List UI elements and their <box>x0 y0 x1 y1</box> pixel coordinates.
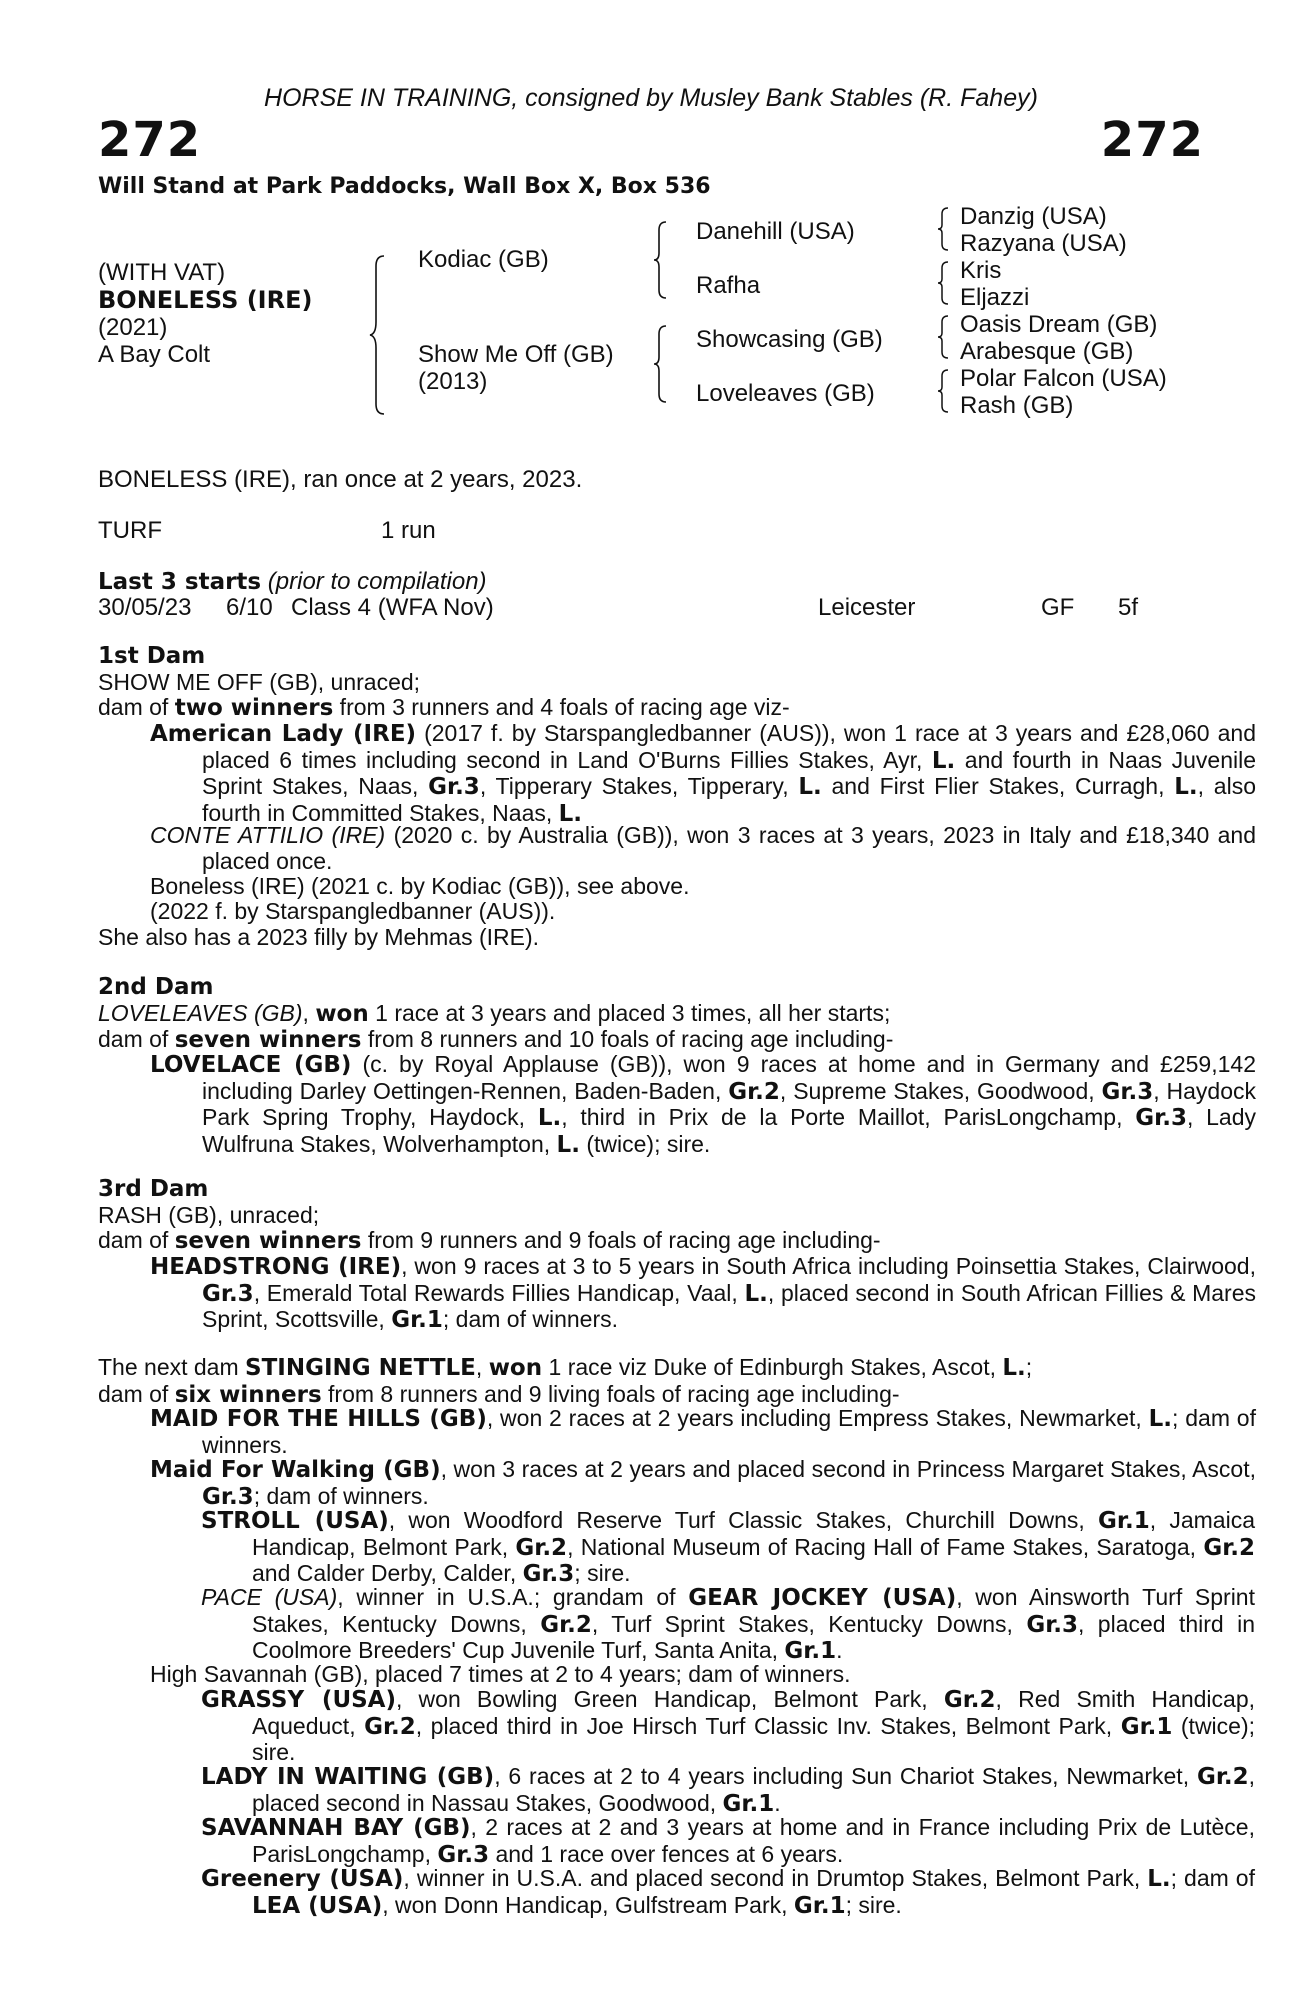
consignor-line: HORSE IN TRAINING, consigned by Musley Bank Stables (R. Fahey) <box>264 84 1038 112</box>
start-distance: 5f <box>1118 594 1139 621</box>
dam1-entry-boneless: Boneless (IRE) (2021 c. by Kodiac (GB)), see above. <box>150 873 690 899</box>
dam4-entry-stroll: STROLL (USA), won Woodford Reserve Turf Classic Stakes, Churchill Downs, Gr.1, Jamaica Handicap, Belmont Park, Gr.2, National Museum of Racing Hall of Fame Stakes, Saratoga, Gr.2 and Calder Derby, Calder, Gr.3; sire. <box>201 1507 1256 1588</box>
dam1-entry-2022: (2022 f. by Starspangledbanner (AUS)). <box>150 898 556 924</box>
dam2-heading: 2nd Dam <box>98 974 214 1000</box>
dam4-entry-greenery: Greenery (USA), winner in U.S.A. and placed second in Drumtop Stakes, Belmont Park, L.; dam of LEA (USA), won Donn Handicap, Gulfstream Park, Gr.1; sire. <box>201 1865 1255 1919</box>
dam4-entry-lady-in-waiting: LADY IN WAITING (GB), 6 races at 2 to 4 years including Sun Chariot Stakes, Newmarket, Gr.2, placed second in Nassau Stakes, Goodwood, Gr.1. <box>201 1763 1256 1817</box>
dam2-line2: dam of seven winners from 8 runners and 10 foals of racing age including- <box>98 1026 894 1054</box>
brace-g1 <box>936 206 952 252</box>
dam4-entry-grassy: GRASSY (USA), won Bowling Green Handicap, Belmont Park, Gr.2, Red Smith Handicap, Aqueduct, Gr.2, placed third in Joe Hirsch Turf Classic Inv. Stakes, Belmont Park, Gr.1 (twice); sire. <box>201 1686 1255 1766</box>
dam-dam: Loveleaves (GB) <box>696 380 875 407</box>
surface-label: TURF <box>98 517 162 544</box>
horse-description: A Bay Colt <box>98 341 211 368</box>
catalogue-page <box>98 0 1257 2000</box>
horse-name: BONELESS (IRE) <box>98 286 313 314</box>
dam3-heading: 3rd Dam <box>98 1176 209 1202</box>
horse-year: (2021) <box>98 314 168 341</box>
dam2-section <box>98 975 1204 1054</box>
dam3-section <box>98 1177 1204 1255</box>
start-course: Leicester <box>818 594 916 621</box>
brace-sire <box>652 220 670 300</box>
sire-dam: Rafha <box>696 272 761 299</box>
grandsire-1: Danzig (USA) <box>960 203 1107 230</box>
dam4-line1: The next dam STINGING NETTLE, won 1 race viz Duke of Edinburgh Stakes, Ascot, L.; <box>98 1354 1033 1381</box>
dam1-section <box>98 644 1204 722</box>
dam3-entry-headstrong: HEADSTRONG (IRE), won 9 races at 3 to 5 years in South Africa including Poinsettia Stakes, Clairwood, Gr.3, Emerald Total Rewards Fillies Handicap, Vaal, L., placed second in South African Fillies & Mares Sprint, Scottsville, Gr.1; dam of winners. <box>150 1253 1257 1334</box>
last-starts-title: Last 3 starts <box>98 569 262 595</box>
dam: Show Me Off (GB) <box>418 341 614 368</box>
lot-number-right: 272 <box>1100 112 1204 168</box>
brace-g2 <box>936 260 952 306</box>
dam1-heading: 1st Dam <box>98 643 206 669</box>
dam4-entry-savannah-bay: SAVANNAH BAY (GB), 2 races at 2 and 3 years at home and in France including Prix de Lutèce, ParisLongchamp, Gr.3 and 1 race over fences at 6 years. <box>201 1814 1255 1868</box>
dam1-entry-american-lady: American Lady (IRE) (2017 f. by Starspangledbanner (AUS)), won 1 race at 3 years and £28,060 and placed 6 times including second in Land O'Burns Fillies Stakes, Ayr, L. and fourth in Naas Juvenile Sprint Stakes, Naas, Gr.3, Tipperary Stakes, Tipperary, L. and First Flier Stakes, Curragh, L., also fourth in Committed Stakes, Naas, L. <box>150 720 1256 827</box>
start-position: 6/10 <box>226 594 273 621</box>
grandsire-7: Polar Falcon (USA) <box>960 365 1167 392</box>
dam1-note: She also has a 2023 filly by Mehmas (IRE). <box>98 924 540 950</box>
dam-year: (2013) <box>418 368 488 395</box>
dam3-line1: RASH (GB), unraced; <box>98 1201 320 1228</box>
dam4-entry-maid-for-the-hills: MAID FOR THE HILLS (GB), won 2 races at 2 years including Empress Stakes, Newmarket, L.; dam of winners. <box>150 1405 1256 1458</box>
dam4-entry-pace: PACE (USA), winner in U.S.A.; grandam of GEAR JOCKEY (USA), won Ainsworth Turf Sprint Stakes, Kentucky Downs, Gr.2, Turf Sprint Stakes, Kentucky Downs, Gr.3, placed third in Coolmore Breeders' Cup Juvenile Turf, Santa Anita, Gr.1. <box>201 1584 1255 1665</box>
lot-number-left: 272 <box>98 112 202 168</box>
dam2-line1: LOVELEAVES (GB), won 1 race at 3 years and placed 3 times, all her starts; <box>98 999 891 1027</box>
sire: Kodiac (GB) <box>418 246 549 273</box>
surface-runs: 1 run <box>381 517 436 544</box>
dam2-entry-lovelace: LOVELACE (GB) (c. by Royal Applause (GB)), won 9 races at home and in Germany and £259,142 including Darley Oettingen-Rennen, Baden-Baden, Gr.2, Supreme Stakes, Goodwood, Gr.3, Haydock Park Spring Trophy, Haydock, L., third in Prix de la Porte Maillot, ParisLongchamp, Gr.3, Lady Wulfruna Stakes, Wolverhampton, L. (twice); sire. <box>150 1051 1257 1158</box>
grandsire-4: Eljazzi <box>960 284 1030 311</box>
brace-dam <box>652 324 670 404</box>
start-race: Class 4 (WFA Nov) <box>291 594 494 621</box>
start-date: 30/05/23 <box>98 594 192 621</box>
brace-gen1 <box>368 254 390 416</box>
stand-location: Will Stand at Park Paddocks, Wall Box X, Box 536 <box>98 174 711 199</box>
start-going: GF <box>1041 594 1075 621</box>
last-starts-note: (prior to compilation) <box>267 568 487 595</box>
grandsire-5: Oasis Dream (GB) <box>960 311 1158 338</box>
grandsire-8: Rash (GB) <box>960 392 1074 419</box>
dam4-entry-maid-for-walking: Maid For Walking (GB), won 3 races at 2 years and placed second in Princess Margaret Stakes, Ascot, Gr.3; dam of winners. <box>150 1456 1256 1510</box>
grandsire-2: Razyana (USA) <box>960 230 1127 257</box>
brace-g3 <box>936 314 952 360</box>
sire-sire: Danehill (USA) <box>696 218 855 245</box>
dam1-line1: SHOW ME OFF (GB), unraced; <box>98 668 421 695</box>
dam4-line2: dam of six winners from 8 runners and 9 living foals of racing age including- <box>98 1380 900 1408</box>
last-starts-heading <box>98 568 487 596</box>
pedigree-table <box>98 203 1204 426</box>
vat-label: (WITH VAT) <box>98 259 226 286</box>
dam1-entry-conte-attilio: CONTE ATTILIO (IRE) (2020 c. by Australia (GB)), won 3 races at 3 years, 2023 in Italy and £18,340 and placed once. <box>150 822 1256 874</box>
race-summary: BONELESS (IRE), ran once at 2 years, 2023. <box>98 466 583 493</box>
grandsire-3: Kris <box>960 257 1002 284</box>
dam3-line2: dam of seven winners from 9 runners and 9 foals of racing age including- <box>98 1227 881 1255</box>
dam1-line2: dam of two winners from 3 runners and 4 foals of racing age viz- <box>98 694 790 722</box>
dam4-section <box>98 1355 1204 1408</box>
dam4-entry-high-savannah: High Savannah (GB), placed 7 times at 2 to 4 years; dam of winners. <box>150 1661 851 1687</box>
grandsire-6: Arabesque (GB) <box>960 338 1134 365</box>
brace-g4 <box>936 368 952 414</box>
dam-sire: Showcasing (GB) <box>696 326 883 353</box>
